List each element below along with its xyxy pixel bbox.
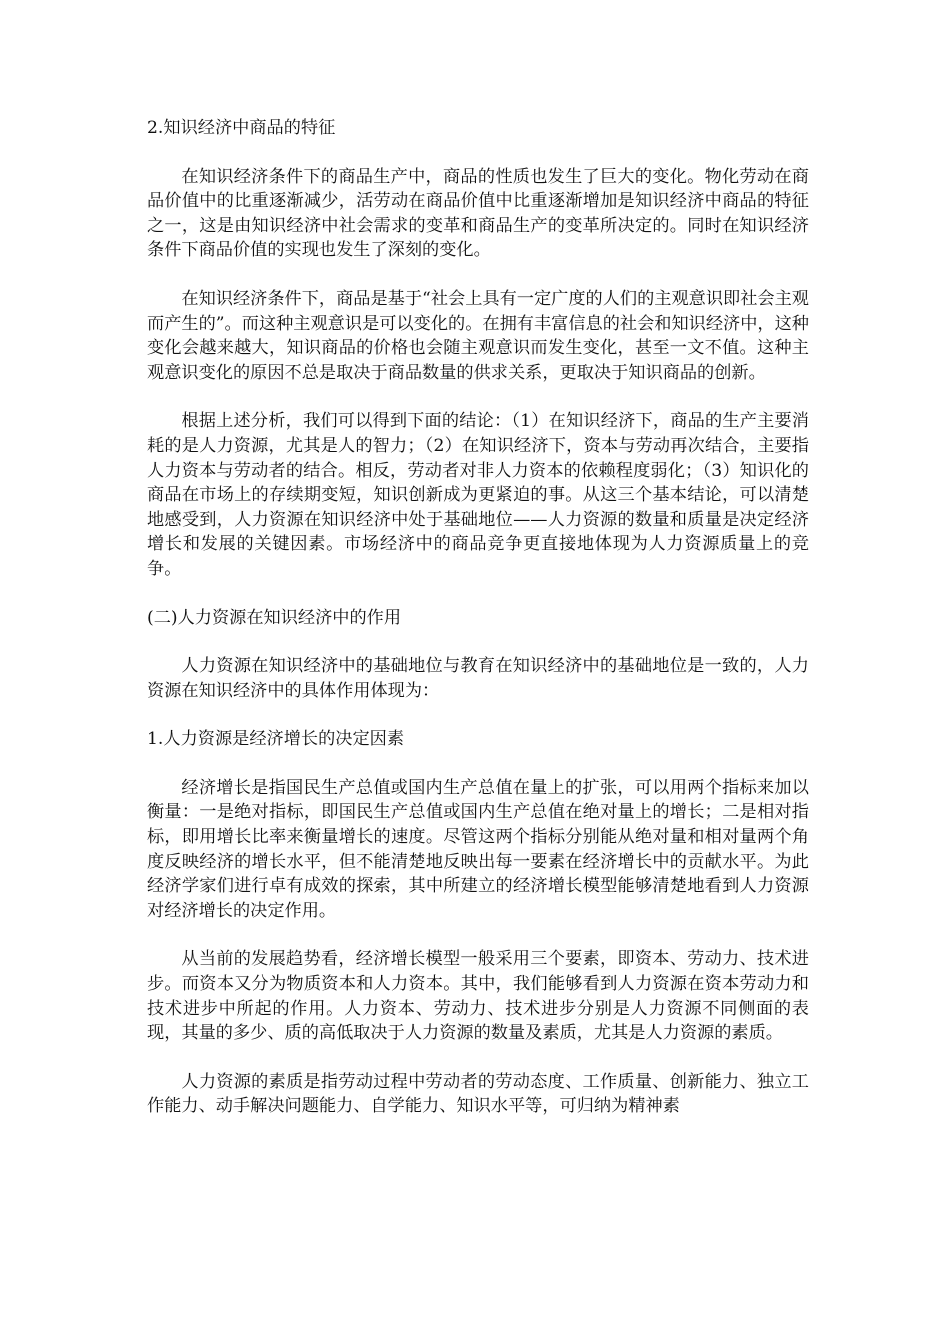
paragraph: 根据上述分析，我们可以得到下面的结论：（1）在知识经济下，商品的生产主要消耗的是人力资源，尤其是人的智力；（2）在知识经济下，资本与劳动再次结合，主要指人力资本与劳动者的结合。相反，劳动者对非人力资本的依赖程度弱化；（3）知识化的商品在市场上的存续期变短，知识创新成为更紧迫的事。从这三个基本结论，可以清楚地感受到，人力资源在知识经济中处于基础地位——人力资源的数量和质量是决定经济增长和发展的关键因素。市场经济中的商品竞争更直接地体现为人力资源质量上的竞争。 xyxy=(147,411,809,579)
section-heading-commodity-features: 2.知识经济中商品的特征 xyxy=(147,118,336,138)
paragraph: 在知识经济条件下的商品生产中，商品的性质也发生了巨大的变化。物化劳动在商品价值中的比重逐渐减少，活劳动在商品价值中比重逐渐增加是知识经济中商品的特征之一，这是由知识经济中社会需求的变革和商品生产的变革所决定的。同时在知识经济条件下商品价值的实现也发生了深刻的变化。 xyxy=(147,166,809,261)
paragraph: 人力资源在知识经济中的基础地位与教育在知识经济中的基础地位是一致的，人力资源在知识经济中的具体作用体现为： xyxy=(147,656,809,701)
paragraph: 从当前的发展趋势看，经济增长模型一般采用三个要素，即资本、劳动力、技术进步。而资本又分为物质资本和人力资本。其中，我们能够看到人力资源在资本劳动力和技术进步中所起的作用。人力资本、劳动力、技术进步分别是人力资源不同侧面的表现，其量的多少、质的高低取决于人力资源的数量及素质，尤其是人力资源的素质。 xyxy=(147,949,809,1044)
paragraph: 在知识经济条件下，商品是基于“社会上具有一定广度的人们的主观意识即社会主观而产生的”。而这种主观意识是可以变化的。在拥有丰富信息的社会和知识经济中，这种变化会越来越大，知识商品的价格也会随主观意识而发生变化，甚至一文不值。这种主观意识变化的原因不总是取决于商品数量的供求关系，更取决于知识商品的创新。 xyxy=(147,288,809,383)
paragraph: 人力资源的素质是指劳动过程中劳动者的劳动态度、工作质量、创新能力、独立工作能力、动手解决问题能力、自学能力、知识水平等，可归纳为精神素 xyxy=(147,1071,809,1117)
section-heading-human-resources-role: (二)人力资源在知识经济中的作用 xyxy=(147,607,402,628)
document-page xyxy=(147,116,809,1119)
section-heading-growth-factor: 1.人力资源是经济增长的决定因素 xyxy=(147,729,405,750)
paragraph: 经济增长是指国民生产总值或国内生产总值在量上的扩张，可以用两个指标来加以衡量：一是绝对指标，即国民生产总值或国内生产总值在绝对量上的增长；二是相对指标，即用增长比率来衡量增长的速度。尽管这两个指标分别能从绝对量和相对量两个角度反映经济的增长水平，但不能清楚地反映出每一要素在经济增长中的贡献水平。为此经济学家们进行卓有成效的探索，其中所建立的经济增长模型能够清楚地看到人力资源对经济增长的决定作用。 xyxy=(147,777,809,921)
